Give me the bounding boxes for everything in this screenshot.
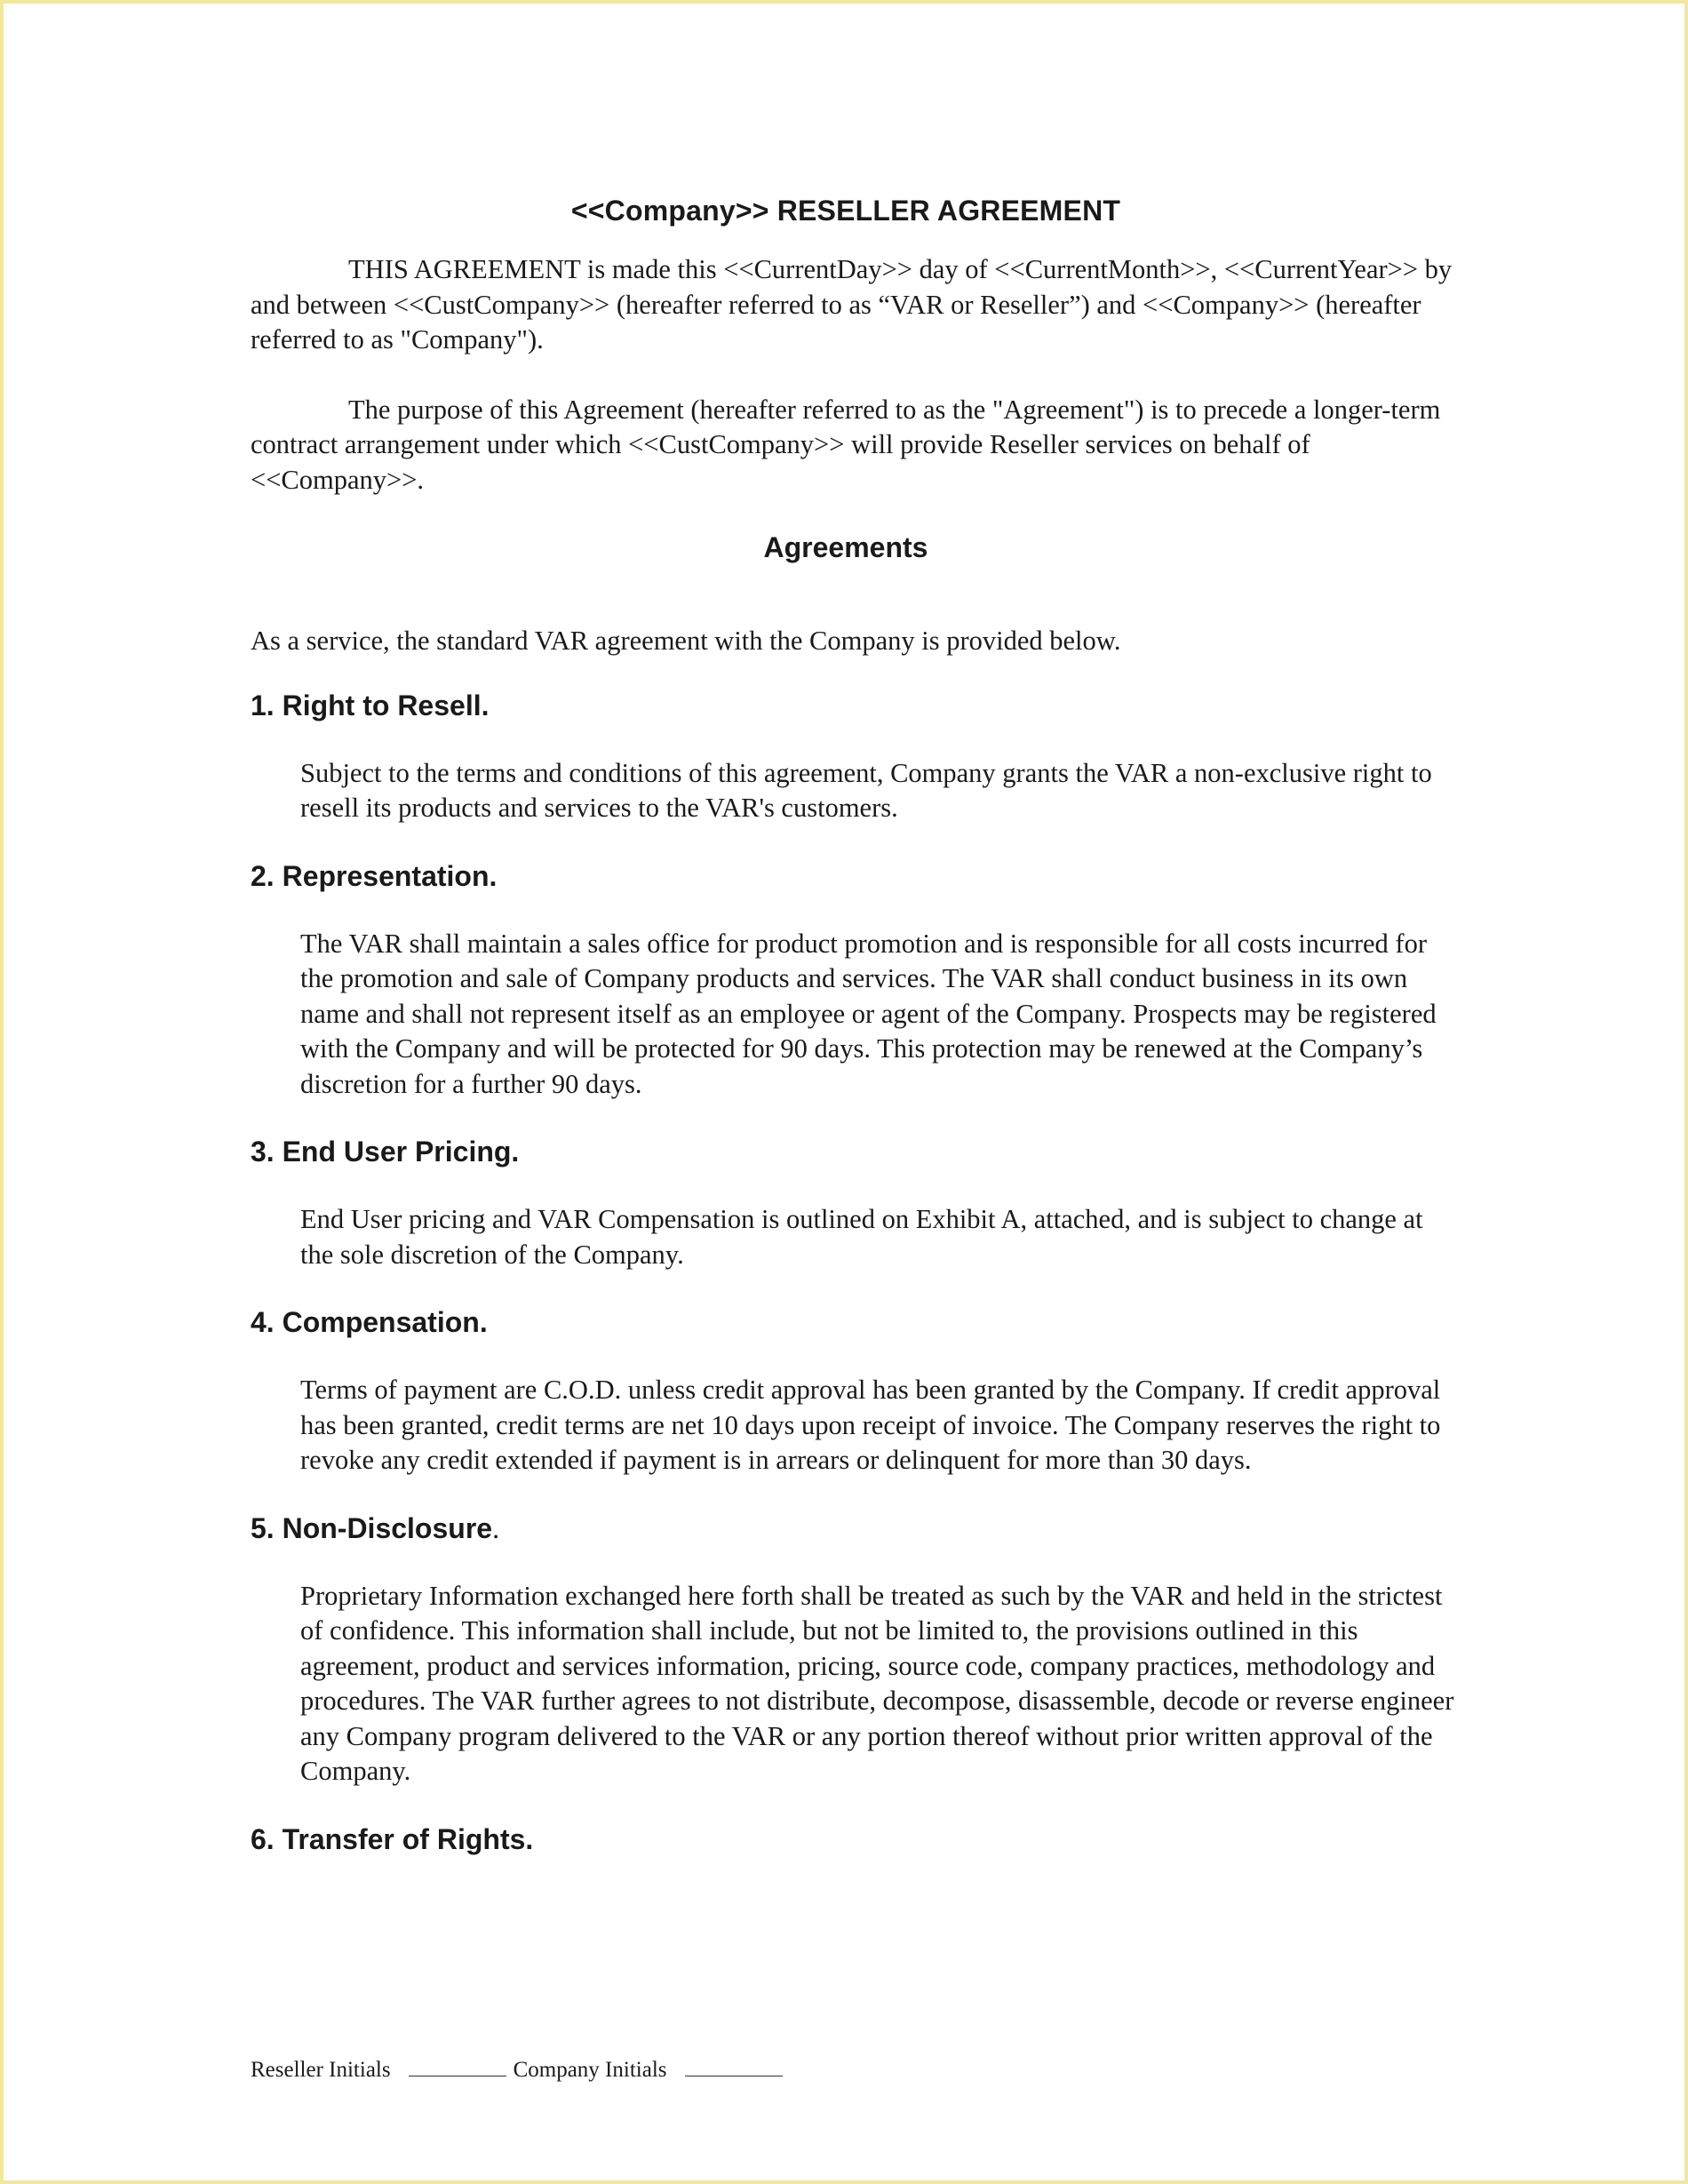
service-statement: As a service, the standard VAR agreement with the Company is provided below.: [251, 626, 1121, 656]
section-2-heading: [251, 860, 1459, 893]
document-title: <<Company>> RESELLER AGREEMENT: [570, 195, 1121, 227]
section-1-body: Subject to the terms and conditions of this agreement, Company grants the VAR a non-exclusive right to resell its products and services to the VAR's customers.: [300, 757, 1432, 823]
section-4-heading: [251, 1306, 1459, 1339]
section-6-heading: [251, 1823, 1459, 1856]
section-3-heading: [251, 1136, 1459, 1168]
reseller-initials-field[interactable]: [409, 2058, 506, 2076]
section-4-body: Terms of payment are C.O.D. unless credit approval has been granted by the Company. If credit approval has been granted, credit terms are net 10 days upon receipt of invoice. The Company reserves the right to revoke any credit extended if payment is in arrears or delinquent for more than 30 days.: [300, 1375, 1441, 1475]
section-5-heading: [251, 1512, 1459, 1545]
section-5-heading-text: 5. Non-Disclosure: [251, 1511, 493, 1544]
section-1-heading: [251, 689, 1459, 722]
section-3-body: End User pricing and VAR Compensation is outlined on Exhibit A, attached, and is subject to change at the sole discretion of the Company.: [300, 1204, 1423, 1270]
section-6-heading-text: 6. Transfer of Rights.: [251, 1822, 534, 1855]
section-1-heading-text: 1. Right to Resell.: [251, 689, 490, 721]
company-initials-label: Company Initials: [513, 2058, 667, 2082]
intro-paragraph-1-text: THIS AGREEMENT is made this <<CurrentDay>> day of <<CurrentMonth>>, <<CurrentYear>> by and between <<CustCompany>> (hereafter referred to as “VAR or Reseller”) and <<Company>> (hereafter referred to as "Company").: [251, 254, 1453, 355]
section-5-body: Proprietary Information exchanged here forth shall be treated as such by the VAR and held in the strictest of confidence. This information shall include, but not be limited to, the provisions outlined in this agreement, product and services information, pricing, source code, company practices, methodology and procedures. The VAR further agrees to not distribute, decompose, disassemble, decode or reverse engineer any Company program delivered to the VAR or any portion thereof without prior written approval of the Company.: [300, 1580, 1454, 1786]
section-4-heading-text: 4. Compensation.: [251, 1306, 488, 1338]
company-initials-field[interactable]: [685, 2058, 783, 2076]
initials-footer: [251, 2058, 790, 2083]
intro-paragraph-2: [251, 393, 1459, 498]
section-5-heading-tail: .: [492, 1511, 500, 1544]
reseller-initials-label: Reseller Initials: [251, 2058, 391, 2082]
section-2-body: The VAR shall maintain a sales office for product promotion and is responsible for all costs incurred for the promotion and sale of Company products and services. The VAR shall conduct business in its own name and shall not represent itself as an employee or agent of the Company. Prospects may be registered with the Company and will be protected for 90 days. This protection may be renewed at the Company’s discretion for a further 90 days.: [300, 928, 1437, 1099]
section-3-heading-text: 3. End User Pricing.: [251, 1136, 520, 1168]
document-body: [251, 195, 1459, 1890]
section-2-heading-text: 2. Representation.: [251, 859, 498, 892]
intro-paragraph-1: [251, 252, 1459, 358]
intro-paragraph-2-text: The purpose of this Agreement (hereafter referred to as the "Agreement") is to precede a longer-term contract arrangement under which <<CustCompany>> will provide Reseller services on behalf of <<Company>>.: [251, 394, 1441, 495]
agreements-heading: Agreements: [763, 531, 928, 563]
